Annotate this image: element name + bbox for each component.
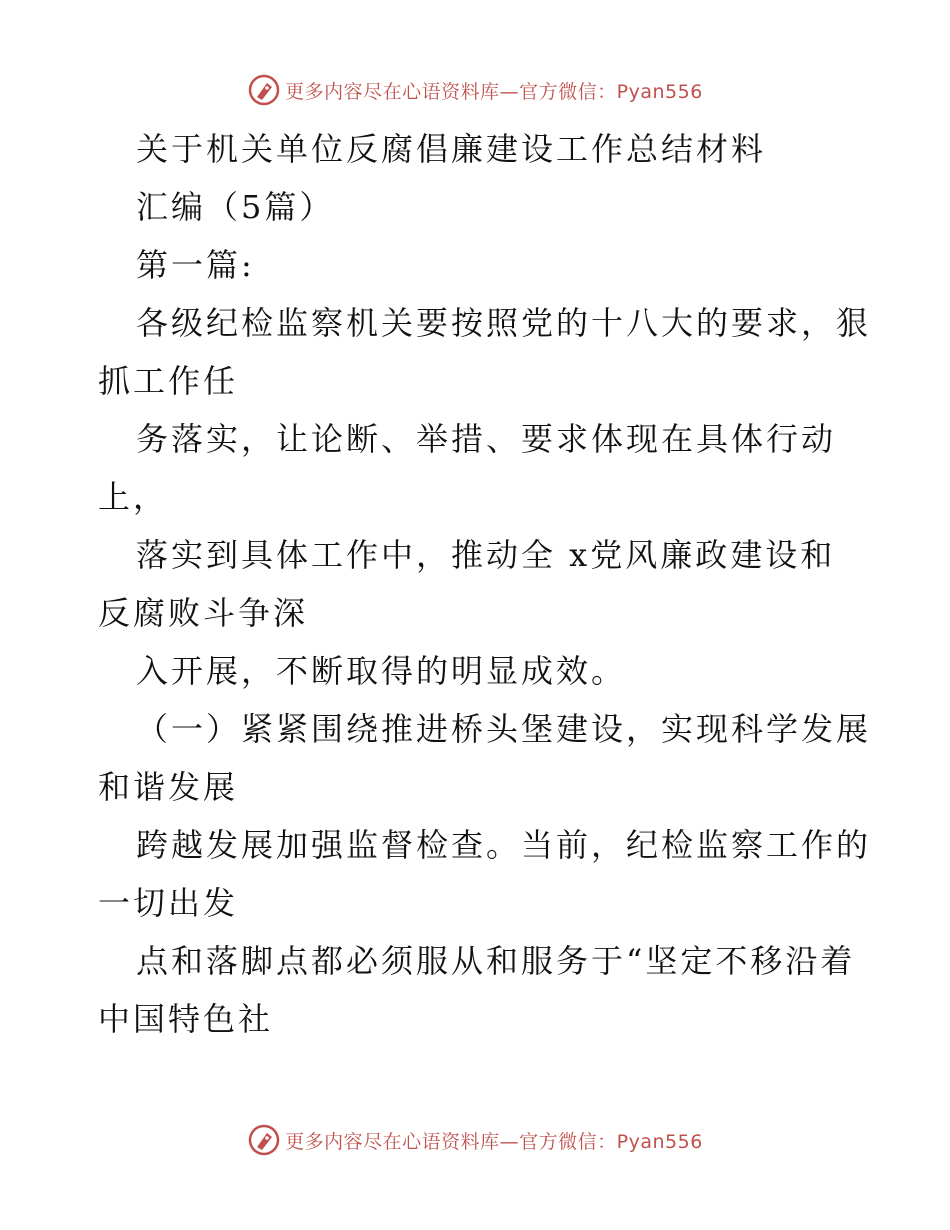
text-line: 跨越发展加强监督检查。当前，纪检监察工作的	[136, 826, 872, 864]
text-line: 落实到具体工作中，推动全 x党风廉政建设和	[136, 536, 836, 574]
text-line: 反腐败斗争深	[98, 594, 309, 632]
pen-nib-logo-icon	[247, 73, 281, 107]
text-line: 各级纪检监察机关要按照党的十八大的要求，狠	[136, 304, 872, 342]
watermark-text: 更多内容尽在心语资料库—官方微信：Pyan556	[285, 80, 703, 103]
text-line: 和谐发展	[98, 768, 239, 806]
text-line: 关于机关单位反腐倡廉建设工作总结材料	[136, 130, 767, 168]
watermark-text: 更多内容尽在心语资料库—官方微信：Pyan556	[285, 1130, 703, 1153]
text-line: 上，	[98, 478, 169, 516]
text-line: 入开展，不断取得的明显成效。	[136, 652, 627, 690]
header-watermark	[0, 70, 950, 110]
text-line: 抓工作任	[98, 362, 239, 400]
pen-nib-logo-icon	[247, 1123, 281, 1157]
footer-watermark	[0, 1120, 950, 1160]
text-line: （一）紧紧围绕推进桥头堡建设，实现科学发展	[136, 710, 872, 748]
text-line: 汇编（5篇）	[136, 188, 335, 226]
text-line: 一切出发	[98, 884, 239, 922]
text-line: 点和落脚点都必须服从和服务于“坚定不移沿着	[136, 942, 856, 980]
text-line: 第一篇:	[136, 246, 255, 284]
text-line: 中国特色社	[98, 1000, 274, 1038]
text-line: 务落实，让论断、举措、要求体现在具体行动	[136, 420, 837, 458]
document-body	[98, 120, 872, 1048]
